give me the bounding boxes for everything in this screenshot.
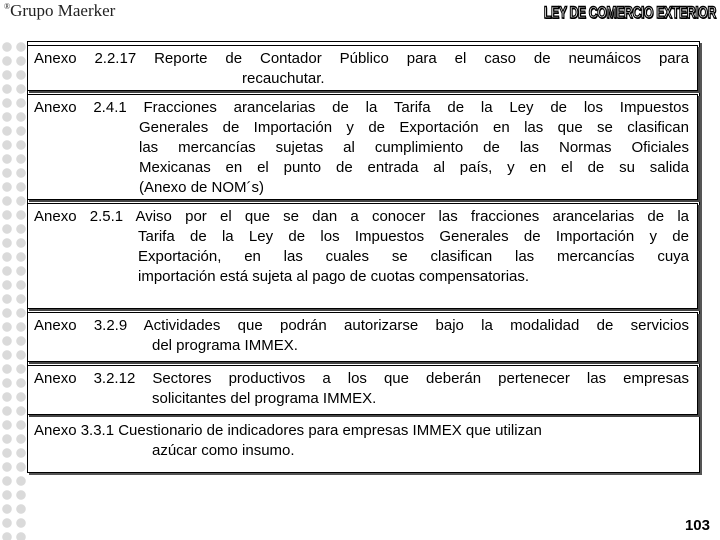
annex-entry-3-2-9 <box>27 312 698 362</box>
annex-entry-2-5-1 <box>27 203 698 309</box>
registered-mark: ® <box>4 2 11 11</box>
entry-line: azúcar como insumo. <box>152 442 295 459</box>
entry-line: Anexo 3.2.12 Sectores productivos a los que deberán pertenecer las empresas <box>34 370 689 387</box>
entry-line: Tarifa de la Ley de los Impuestos Generales de Importación y de <box>138 228 689 245</box>
entry-line: (Anexo de NOM´s) <box>139 179 265 196</box>
entry-line: del programa IMMEX. <box>152 337 298 354</box>
entry-line: recauchutar. <box>242 70 325 87</box>
entry-line: las mercancías sujetas al cumplimiento de las Normas Oficiales <box>139 139 689 156</box>
law-title-logo: LEY DE COMERCIO EXTERIOR <box>543 3 716 22</box>
brand-logo <box>4 1 115 21</box>
entry-line: Anexo 2.2.17 Reporte de Contador Público para el caso de neumáicos para <box>34 50 689 67</box>
entry-line: Anexo 2.4.1 Fracciones arancelarias de la Tarifa de la Ley de los Impuestos <box>34 99 689 116</box>
decorative-dot-pattern <box>0 40 30 540</box>
page-number: 103 <box>684 517 710 534</box>
entry-line: importación está sujeta al pago de cuotas compensatorias. <box>138 268 530 285</box>
annex-entry-2-2-17 <box>27 45 698 91</box>
entry-line: Anexo 3.3.1 Cuestionario de indicadores para empresas IMMEX que utilizan <box>34 422 542 439</box>
entry-line: Mexicanas en el punto de entrada al país, y en el de su salida <box>139 159 689 176</box>
entry-line: Anexo 2.5.1 Aviso por el que se dan a conocer las fracciones arancelarias de la <box>34 208 689 225</box>
annex-entry-3-2-12 <box>27 365 698 415</box>
entry-line: Anexo 3.2.9 Actividades que podrán autorizarse bajo la modalidad de servicios <box>34 317 689 334</box>
annex-entry-3-3-1 <box>28 418 699 468</box>
annex-entry-2-4-1 <box>27 94 698 200</box>
entry-line: Exportación, en las cuales se clasifican las mercancías cuya <box>138 248 689 265</box>
entry-line: Generales de Importación y de Exportación en las que se clasifican <box>139 119 689 136</box>
entry-line: solicitantes del programa IMMEX. <box>152 390 377 407</box>
brand-name: Grupo Maerker <box>10 1 116 20</box>
